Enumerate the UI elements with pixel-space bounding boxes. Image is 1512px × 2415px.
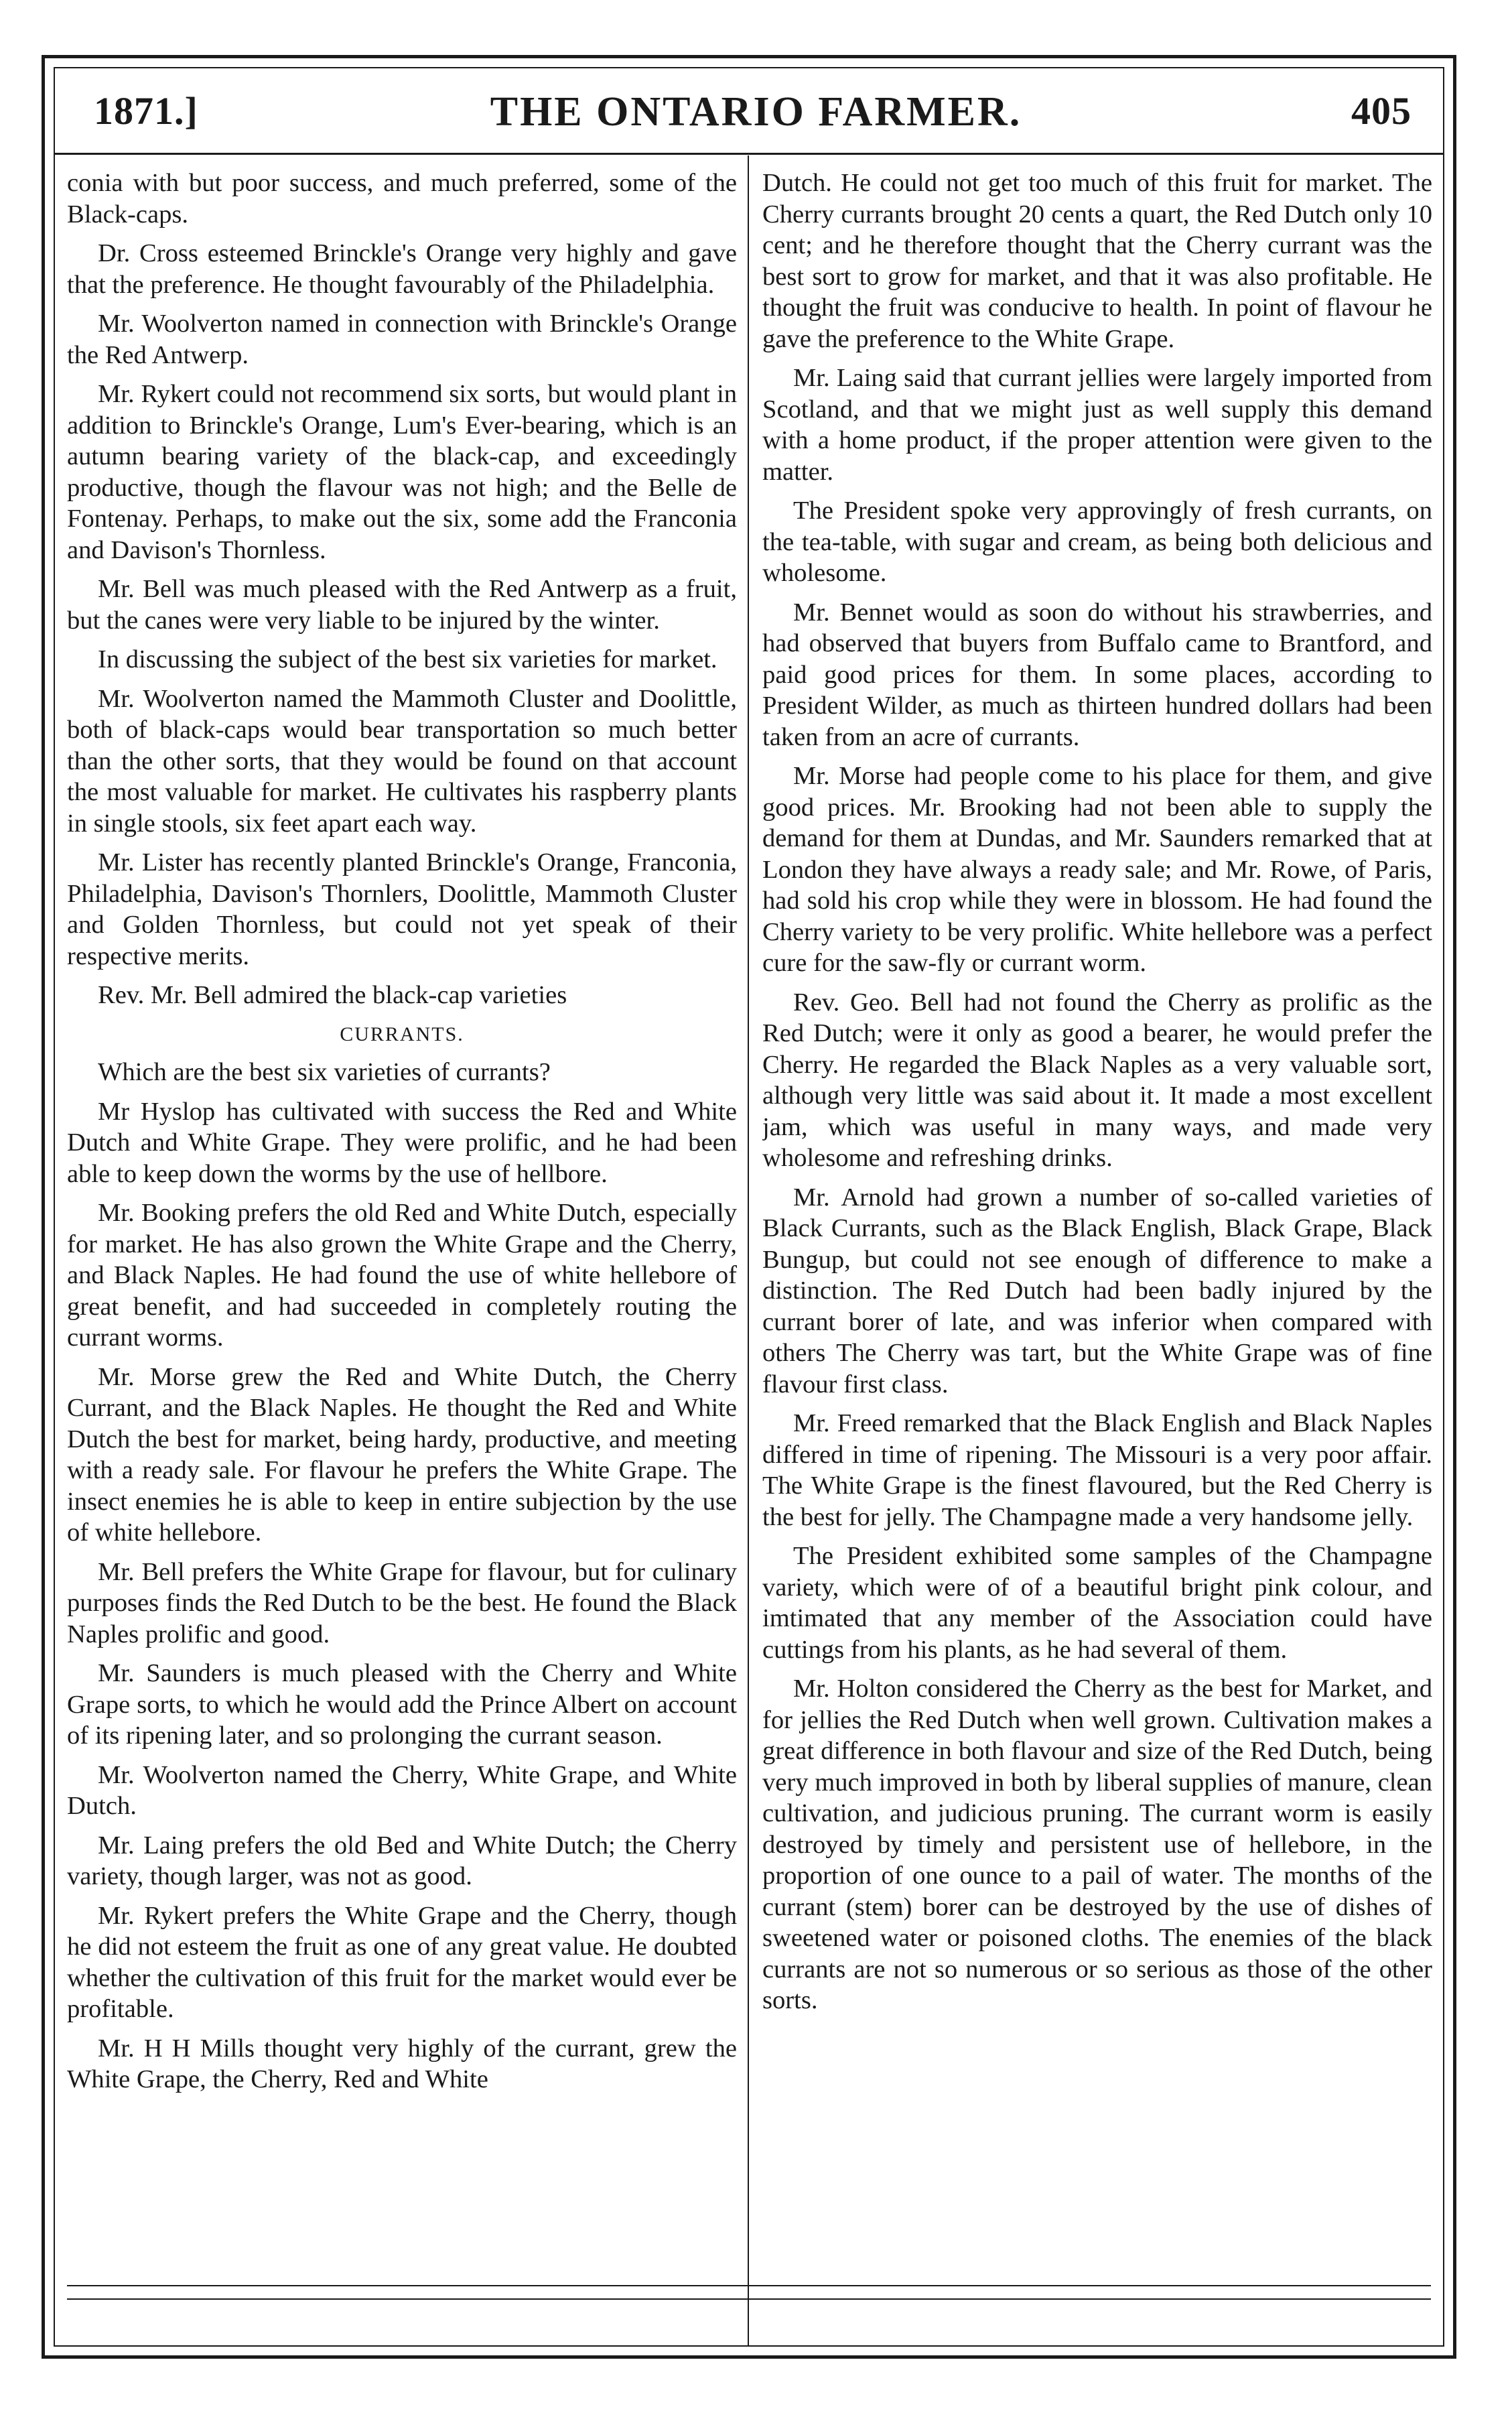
paragraph: Which are the best six varieties of currants?: [98, 1058, 551, 1086]
paragraph: Mr. Morse had people come to his place for them, and give good prices. Mr. Brooking had not been able to supply the demand for them at Dundas, and Mr. Saunders remarked that at London they have always a ready sale; and Mr. Rowe, of Paris, had sold his crop while they were in blossom. He had found the Cherry variety to be very prolific. White hellebore was a perfect cure for the saw-fly or currant worm.: [762, 762, 1432, 977]
paragraph: Mr Hyslop has cultivated with success the Red and White Dutch and White Grape. They were prolific, and he had been able to keep down the worms by the use of hellbore.: [67, 1097, 737, 1188]
paragraph: Mr. Booking prefers the old Red and White Dutch, especially for market. He has also grown the White Grape and the Cherry, and Black Naples. He had found the use of white hellebore of great benefit, and had succeeded in completely routing the currant worms.: [67, 1199, 737, 1352]
paragraph: Mr. Freed remarked that the Black English and Black Naples differed in time of ripening. The Missouri is a very poor affair. The White Grape is the finest flavoured, but the Red Cherry is the best for jelly. The Champagne made a very handsome jelly.: [762, 1409, 1432, 1531]
page-title: THE ONTARIO FARMER.: [490, 89, 1022, 135]
left-column: [67, 168, 737, 2332]
paragraph: Mr. Bennet would as soon do without his strawberries, and had observed that buyers from Buffalo came to Brantford, and paid good prices for them. In some places, according to President Wilder, as much as thirteen hundred dollars had been taken from an acre of currants.: [762, 598, 1432, 751]
paragraph: Mr. Laing prefers the old Bed and White Dutch; the Cherry variety, though larger, was not as good.: [67, 1831, 737, 1890]
header-year: 1871.]: [94, 89, 198, 133]
paragraph: The President exhibited some samples of the Champagne variety, which were of of a beautiful bright pink colour, and imtimated that any member of the Association could have cuttings from his plants, as he had several of them.: [762, 1542, 1432, 1664]
right-column: [762, 168, 1432, 2332]
paragraph: Mr. Holton considered the Cherry as the best for Market, and for jellies the Red Dutch when well grown. Cultivation makes a great difference in both flavour and size of the Red Dutch, being very much improved in both by liberal supplies of manure, clean cultivation, and judicious pruning. The currant worm is easily destroyed by timely and persistent use of hellebore, in the proportion of one ounce to a pail of water. The months of the currant (stem) borer can be destroyed by the use of dishes of sweetened water or poisoned cloths. The enemies of the black currants are not so numerous or so serious as those of the other sorts.: [762, 1675, 1432, 2014]
paragraph: Mr. H H Mills thought very highly of the currant, grew the White Grape, the Cherry, Red and White: [67, 2034, 737, 2093]
paragraph: Mr. Arnold had grown a number of so-called varieties of Black Currants, such as the Black English, Black Grape, Black Bungup, but could not see enough of difference to make a distinction. The Red Dutch had been badly injured by the currant borer of late, and was inferior when compared with others The Cherry was tart, but the White Grape was of fine flavour first class.: [762, 1183, 1432, 1398]
footer-rule: [67, 2285, 1431, 2286]
paragraph: Mr. Bell prefers the White Grape for flavour, but for culinary purposes finds the Red Dutch to be the best. He found the Black Naples prolific and good.: [67, 1557, 737, 1648]
column-divider: [748, 155, 749, 2345]
paragraph: conia with but poor success, and much preferred, some of the Black-caps.: [67, 169, 737, 229]
paragraph: Mr. Rykert could not recommend six sorts, but would plant in addition to Brinckle's Orange, Lum's Ever-bearing, which is an autumn bearing variety of the black-cap, and exceedingly productive, though the flavour was not high; and the Belle de Fontenay. Perhaps, to make out the six, some add the Franconia and Davison's Thornless.: [67, 380, 737, 564]
paragraph: Dutch. He could not get too much of this fruit for market. The Cherry currants brought 20 cents a quart, the Red Dutch only 10 cent; and he therefore thought that the Cherry currant was the best sort to grow for market, and that it was also profitable. He thought the fruit was conducive to health. In point of flavour he gave the preference to the White Grape.: [762, 169, 1432, 353]
paragraph: Mr. Morse grew the Red and White Dutch, the Cherry Currant, and the Black Naples. He thought the Red and White Dutch the best for market, being hardy, productive, and meeting with a ready sale. For flavour he prefers the White Grape. The insect enemies he is able to keep in entire subjection by the use of white hellebore.: [67, 1362, 737, 1547]
paragraph: Mr. Bell was much pleased with the Red Antwerp as a fruit, but the canes were very liable to be injured by the winter.: [67, 575, 737, 635]
paragraph: Rev. Mr. Bell admired the black-cap varieties: [98, 981, 567, 1009]
paragraph: Mr. Woolverton named the Mammoth Cluster and Doolittle, both of black-caps would bear transportation so much better than the other sorts, that they would be found on that account the most valuable for market. He cultivates his raspberry plants in single stools, six feet apart each way.: [67, 684, 737, 838]
header-divider: [54, 153, 1444, 155]
page-number: 405: [1351, 89, 1412, 133]
paragraph: Mr. Rykert prefers the White Grape and the Cherry, though he did not esteem the fruit as one of any great value. He doubted whether the cultivation of this fruit for the market would ever be profitable.: [67, 1901, 737, 2023]
paragraph: Mr. Saunders is much pleased with the Cherry and White Grape sorts, to which he would add the Prince Albert on account of its ripening later, and so prolonging the currant season.: [67, 1659, 737, 1750]
paragraph: Dr. Cross esteemed Brinckle's Orange very highly and gave that the preference. He thought favourably of the Philadelphia.: [67, 239, 737, 299]
paragraph: Mr. Woolverton named in connection with Brinckle's Orange the Red Antwerp.: [67, 310, 737, 369]
paragraph: The President spoke very approvingly of fresh currants, on the tea-table, with sugar and cream, as being both delicious and wholesome.: [762, 497, 1432, 587]
paragraph: Mr. Laing said that currant jellies were largely imported from Scotland, and that we might just as well supply this demand with a home product, if the proper attention were given to the matter.: [762, 364, 1432, 486]
footer-rule: [67, 2298, 1431, 2300]
paragraph: Rev. Geo. Bell had not found the Cherry as prolific as the Red Dutch; were it only as good a bearer, he would prefer the Cherry. He regarded the Black Naples as a very valuable sort, although very little was said about it. It made a most excellent jam, which was useful in many ways, and made very wholesome and refreshing drinks.: [762, 988, 1432, 1172]
section-heading: CURRANTS.: [340, 1023, 464, 1045]
paragraph: Mr. Woolverton named the Cherry, White Grape, and White Dutch.: [67, 1760, 737, 1820]
paragraph: In discussing the subject of the best six varieties for market.: [98, 645, 717, 673]
paragraph: Mr. Lister has recently planted Brinckle's Orange, Franconia, Philadelphia, Davison's Thornlers, Doolittle, Mammoth Cluster and Golden Thornless, but could not yet speak of their respective merits.: [67, 848, 737, 970]
